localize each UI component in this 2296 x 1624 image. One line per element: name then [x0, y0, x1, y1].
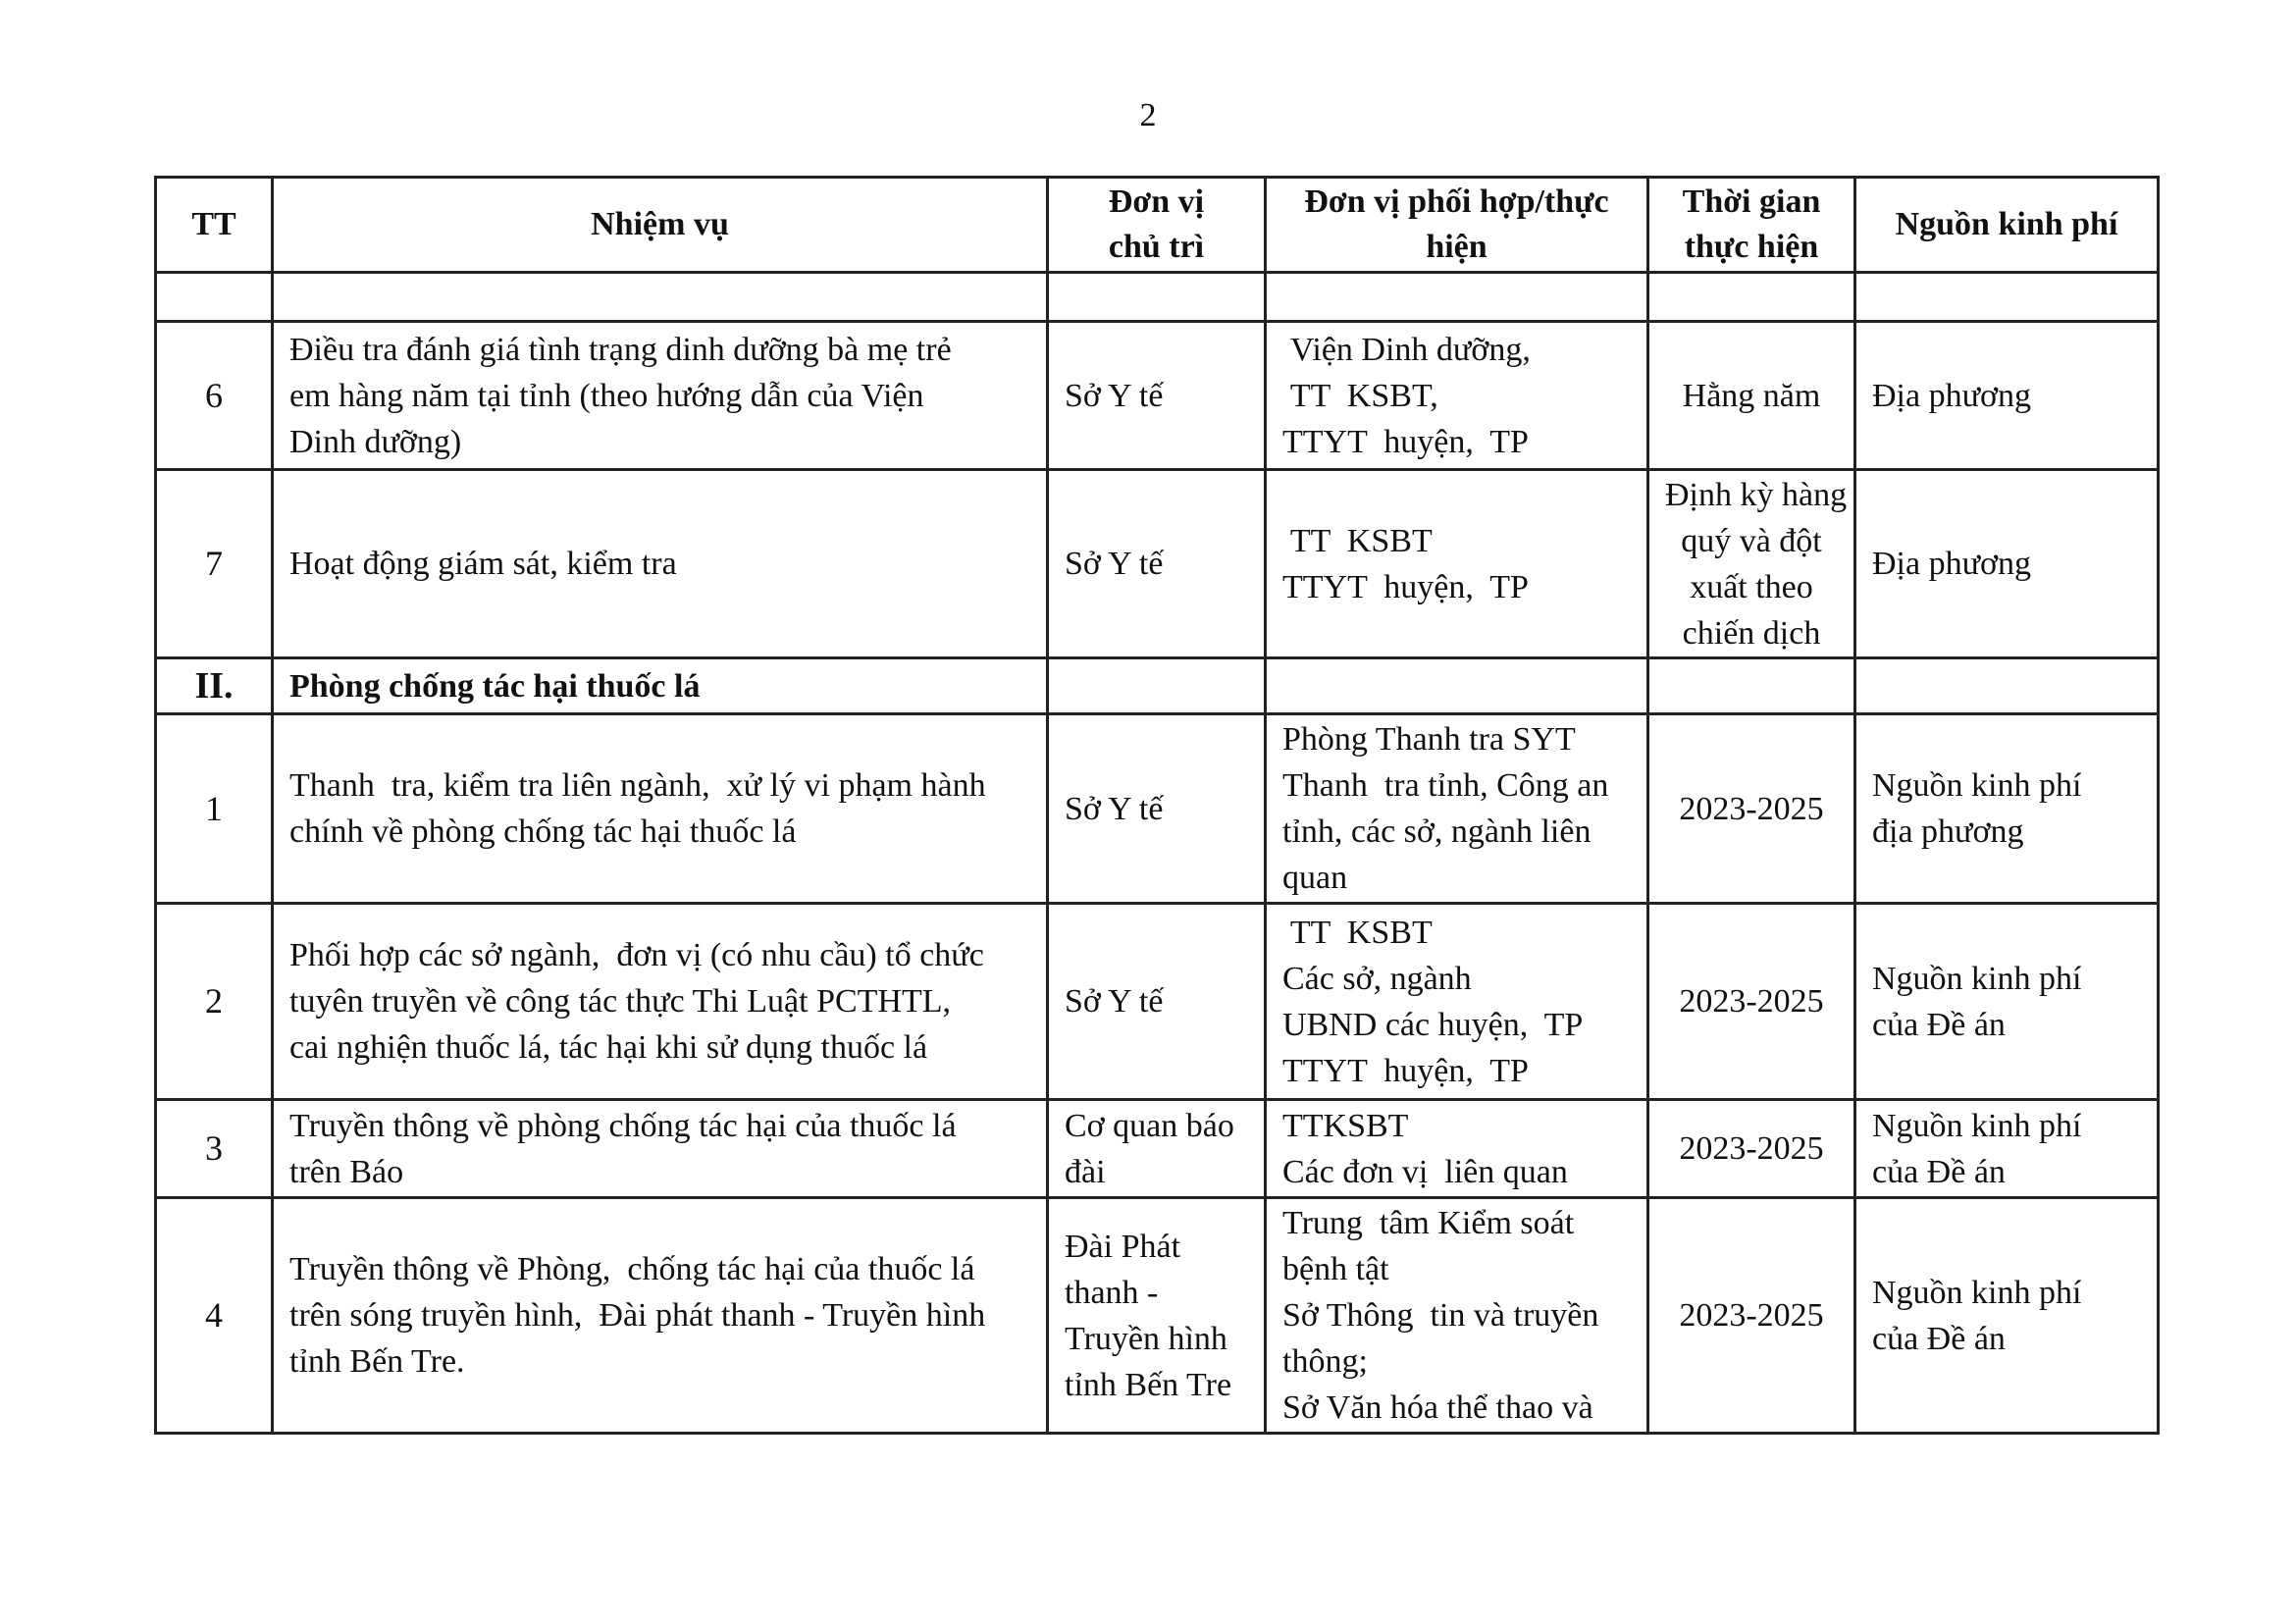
cell-line: Điều tra đánh giá tình trạng dinh dưỡng bà mẹ trẻ	[289, 331, 952, 368]
cell-line: TTYT huyện, TP	[1282, 568, 1529, 605]
cell-line: chiến dịch	[1682, 614, 1821, 652]
task-cell	[273, 1100, 1048, 1198]
cell-line: thông;	[1282, 1343, 1368, 1380]
cell-line: Truyền thông về Phòng, chống tác hại của thuốc lá	[289, 1251, 975, 1287]
task-cell	[273, 714, 1048, 904]
table-row	[156, 470, 2159, 658]
task-cell	[273, 904, 1048, 1100]
coordinating-unit-cell	[1266, 1100, 1648, 1198]
cell-line: 2023-2025	[1679, 790, 1824, 827]
coordinating-unit-cell	[1266, 322, 1648, 470]
cell-line: Nguồn kinh phí	[1872, 1107, 2082, 1144]
row-number: 2	[156, 904, 273, 1100]
cell-line: quan	[1282, 860, 1348, 896]
cell-line: Thanh tra tỉnh, Công an	[1282, 767, 1609, 804]
header-timeframe	[1648, 178, 1855, 273]
cell-line: Dinh dưỡng)	[289, 423, 462, 460]
coordinating-unit-cell	[1266, 714, 1648, 904]
cell-line: Đài Phát	[1065, 1228, 1181, 1265]
cell-line: em hàng năm tại tỉnh (theo hướng dẫn của Viện	[289, 377, 924, 414]
cell-line: Sở Y tế	[1065, 377, 1164, 414]
task-cell	[273, 470, 1048, 658]
cell-line: 2023-2025	[1679, 1297, 1824, 1334]
cell-line: trên Báo	[289, 1153, 404, 1190]
table-row	[156, 714, 2159, 904]
cell-line: cai nghiện thuốc lá, tác hại khi sử dụng thuốc lá	[289, 1029, 928, 1066]
cell-line: tuyên truyền về công tác thực Thi Luật PCTHTL,	[289, 983, 952, 1020]
section-number: II.	[156, 658, 273, 714]
timeframe-cell	[1648, 1198, 1855, 1434]
cell-line: Cơ quan báo	[1065, 1107, 1234, 1144]
cell-line: Sở Y tế	[1065, 546, 1164, 582]
cell-line: Viện Dinh dưỡng,	[1282, 331, 1531, 368]
cell-line: Phòng Thanh tra SYT	[1282, 721, 1576, 758]
cell-line: Hằng năm	[1682, 377, 1821, 414]
cell-line: 2023-2025	[1679, 983, 1824, 1020]
cell-line: Nhiệm vụ	[591, 206, 729, 242]
row-number: 1	[156, 714, 273, 904]
cell-line: Địa phương	[1872, 377, 2031, 414]
cell-line: TT KSBT	[1282, 914, 1433, 951]
header-lead-unit	[1048, 178, 1266, 273]
cell-line: Nguồn kinh phí	[1895, 206, 2118, 242]
cell-line: Đơn vị phối hợp/thực	[1304, 183, 1609, 220]
cell-line: Nguồn kinh phí	[1872, 767, 2082, 804]
timeframe-cell	[1648, 1100, 1855, 1198]
cell-line: địa phương	[1872, 813, 2024, 850]
funding-cell	[1855, 470, 2159, 658]
cell-line: TTYT huyện, TP	[1282, 1052, 1529, 1089]
row-number: 7	[156, 470, 273, 658]
lead-unit-cell	[1048, 904, 1266, 1100]
row-number: 3	[156, 1100, 273, 1198]
table-row	[156, 322, 2159, 470]
cell-line: TTKSBT	[1282, 1107, 1409, 1144]
lead-unit-cell	[1048, 322, 1266, 470]
lead-unit-cell	[1048, 1100, 1266, 1198]
cell-line: của Đề án	[1872, 1320, 2006, 1357]
lead-unit-cell	[1048, 714, 1266, 904]
cell-line: Trung tâm Kiểm soát	[1282, 1205, 1575, 1241]
cell-line: của Đề án	[1872, 1006, 2006, 1043]
row-number: 4	[156, 1198, 273, 1434]
table-row	[156, 1100, 2159, 1198]
cell-line: Sở Thông tin và truyền	[1282, 1297, 1599, 1334]
funding-cell	[1855, 904, 2159, 1100]
cell-line: Các đơn vị liên quan	[1282, 1153, 1568, 1190]
task-table	[154, 176, 2160, 1435]
cell-line: Nguồn kinh phí	[1872, 960, 2082, 997]
task-cell	[273, 1198, 1048, 1434]
cell-line: hiện	[1426, 229, 1487, 265]
coordinating-unit-cell	[1266, 904, 1648, 1100]
row-number: 6	[156, 322, 273, 470]
cell-line: Địa phương	[1872, 546, 2031, 582]
cell-line: TT KSBT,	[1282, 377, 1438, 414]
cell-line: Định kỳ hàng	[1665, 476, 1848, 513]
cell-line: thực hiện	[1684, 229, 1819, 265]
cell-line: xuất theo	[1690, 568, 1813, 605]
header-funding	[1855, 178, 2159, 273]
funding-cell	[1855, 1100, 2159, 1198]
header-tt: TT	[156, 178, 273, 273]
cell-line: đài	[1065, 1153, 1106, 1190]
cell-line: Hoạt động giám sát, kiểm tra	[289, 546, 677, 582]
lead-unit-cell	[1048, 1198, 1266, 1434]
cell-line: Thời gian	[1682, 183, 1821, 220]
empty-row	[156, 273, 2159, 322]
header-coordinating-unit	[1266, 178, 1648, 273]
cell-line: tỉnh, các sở, ngành liên	[1282, 813, 1592, 850]
timeframe-cell	[1648, 322, 1855, 470]
cell-line: bệnh tật	[1282, 1251, 1389, 1287]
section-title: Phòng chống tác hại thuốc lá	[273, 658, 1048, 714]
cell-line: tỉnh Bến Tre.	[289, 1343, 465, 1380]
cell-line: 2023-2025	[1679, 1130, 1824, 1167]
cell-line: Sở Y tế	[1065, 790, 1164, 827]
cell-line: UBND các huyện, TP	[1282, 1006, 1584, 1043]
table-row	[156, 904, 2159, 1100]
cell-line: Sở Văn hóa thể thao và	[1282, 1389, 1593, 1426]
cell-line: Truyền hình	[1065, 1320, 1227, 1357]
cell-line: Nguồn kinh phí	[1872, 1274, 2082, 1311]
section-header-row	[156, 658, 2159, 714]
lead-unit-cell	[1048, 470, 1266, 658]
timeframe-cell	[1648, 470, 1855, 658]
cell-line: Thanh tra, kiểm tra liên ngành, xử lý vi phạm hành	[289, 767, 986, 804]
cell-line: Truyền thông về phòng chống tác hại của thuốc lá	[289, 1107, 957, 1144]
page-number: 2	[1139, 97, 1157, 133]
cell-line: Phối hợp các sở ngành, đơn vị (có nhu cầu) tổ chức	[289, 937, 984, 973]
cell-line: TTYT huyện, TP	[1282, 423, 1529, 460]
coordinating-unit-cell	[1266, 470, 1648, 658]
timeframe-cell	[1648, 904, 1855, 1100]
header-task	[273, 178, 1048, 273]
coordinating-unit-cell	[1266, 1198, 1648, 1434]
cell-line: Đơn vị	[1108, 183, 1205, 220]
cell-line: tỉnh Bến Tre	[1065, 1366, 1232, 1403]
table-header-row	[156, 178, 2159, 273]
timeframe-cell	[1648, 714, 1855, 904]
cell-line: TT KSBT	[1282, 522, 1433, 559]
task-cell	[273, 322, 1048, 470]
funding-cell	[1855, 1198, 2159, 1434]
cell-line: của Đề án	[1872, 1153, 2006, 1190]
funding-cell	[1855, 714, 2159, 904]
cell-line: Các sở, ngành	[1282, 960, 1472, 997]
table-row	[156, 1198, 2159, 1434]
cell-line: quý và đột	[1681, 522, 1822, 559]
cell-line: chủ trì	[1108, 229, 1205, 265]
cell-line: Sở Y tế	[1065, 983, 1164, 1020]
cell-line: chính về phòng chống tác hại thuốc lá	[289, 813, 797, 850]
cell-line: thanh -	[1065, 1274, 1159, 1311]
cell-line: trên sóng truyền hình, Đài phát thanh - Truyền hình	[289, 1297, 986, 1334]
funding-cell	[1855, 322, 2159, 470]
